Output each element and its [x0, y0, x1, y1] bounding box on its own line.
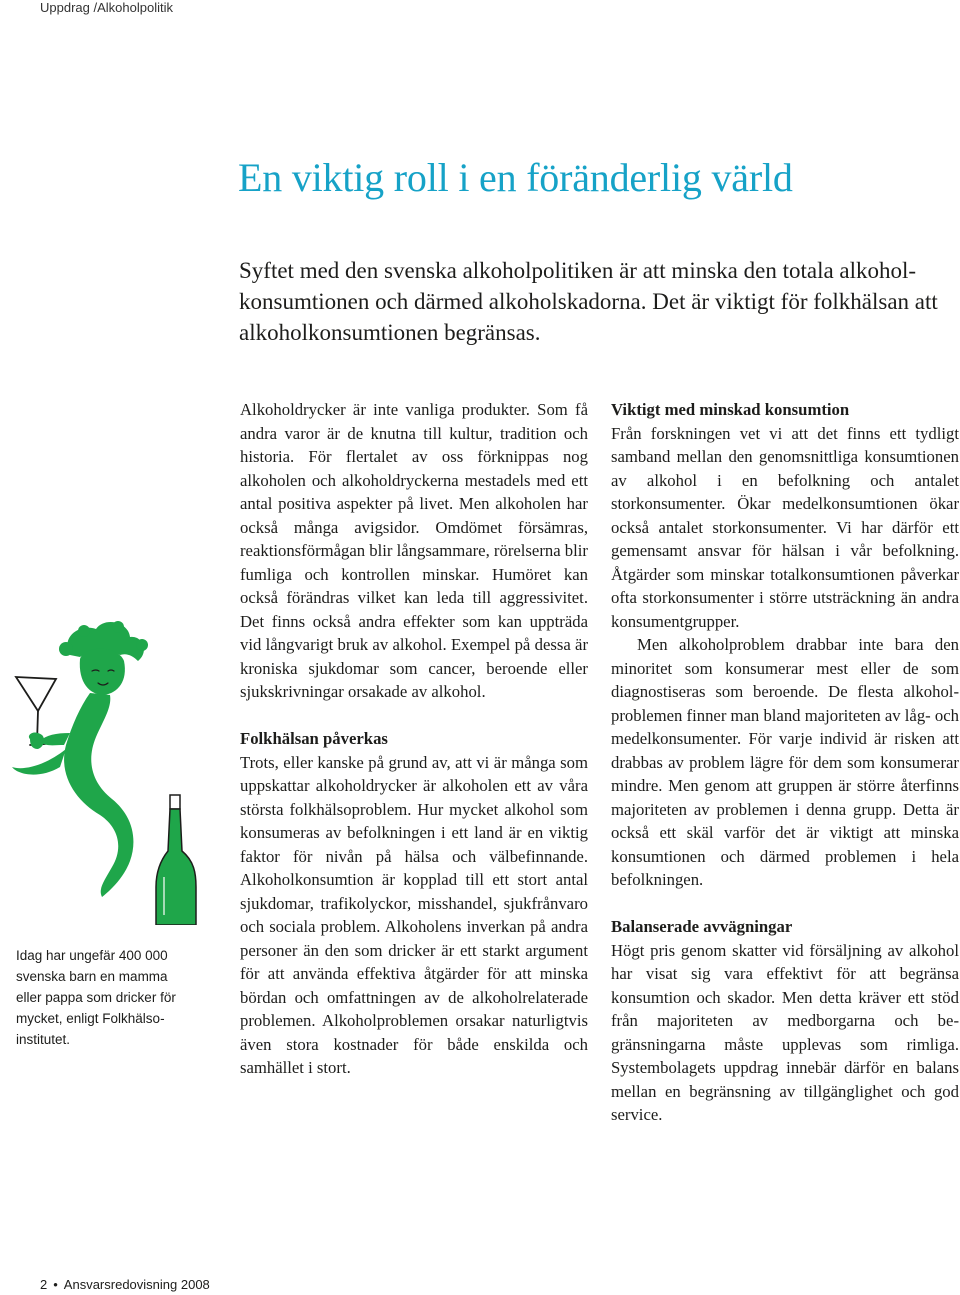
subheading-minskad-konsumtion: Viktigt med minskad konsumtion: [611, 400, 850, 419]
body-column-2: [611, 398, 959, 1127]
paragraph: Trots, eller kanske på grund av, att vi är många som uppskattar alkoholdrycker är alkoholen ett av våra största folkhälsoproblem. Hur mycket alkohol som konsumeras av befolkningen i ett land är en viktig faktor för nivån på hälsa och välbefinnande. Alkoholkonsumtion är kopplad till ett stort antal sjukdomar, trafikolyckor, misshandel, sjukfrånvaro och sociala problem. Alkoholens inverkan på andra personer än den som dricker är ett starkt argument för att använda effektiva åtgärder för att minska bördan och omfattningen av de alkoholrelaterade problemen. Alkoholproblemen orsakar naturligtvis även stora kostnader för både enskilda och samhället i stort.: [240, 752, 588, 1077]
ingress: Syftet med den svenska alkoholpolitiken är att minska den totala alkoholkonsumtionen och därmed alkoholskadorna. Det är viktigt för folkhälsan att alkoholkonsumtionen begränsas.: [239, 258, 938, 345]
subheading-balanserade: Balanserade avvägningar: [611, 917, 793, 936]
page-footer: [40, 1277, 210, 1292]
bottle-icon: [156, 795, 196, 925]
paragraph: Från forskningen vet vi att det finns ett tydligt samband mellan den genomsnittliga konsumtionen av alkohol i en befolkning och antalet storkonsumenter. Ökar medelkonsumtionen ökar också antalet storkonsumenter. Vi har därför ett gemensamt ansvar för hälsan i vår befolkning. Åtgärder som minskar totalkonsumtionen påverkar ofta storkonsumenter i större utsträckning än andra konsumentgrupper.: [611, 423, 959, 631]
paragraph: Högt pris genom skatter vid försäljning av alkohol har visat sig vara effektivt för att begränsa konsumtion och skador. Men detta kräver ett stöd från majoriteten av medborgarna och begränsningarna måste upplevas som rimliga. Systembolagets uppdrag innebär därför en balans mellan en begränsning av tillgänglighet och god service.: [611, 940, 959, 1124]
subheading-folkhalsan: Folkhälsan påverkas: [240, 729, 388, 748]
page-title: En viktig roll i en föränderlig värld: [238, 155, 793, 200]
green-figure: [12, 621, 148, 897]
bullet-separator: •: [53, 1277, 58, 1292]
body-column-1: [240, 398, 588, 1080]
publication-name: Ansvarsredovisning 2008: [63, 1277, 210, 1292]
image-caption: Idag har ungefär 400 000 svenska barn en mamma eller pappa som dricker för mycket, enligt Folkhälsoinstitutet.: [16, 948, 176, 1047]
page-number: 2: [40, 1277, 48, 1292]
paragraph: Alkoholdrycker är inte vanliga produkter. Som få andra varor är de knutna till kultur, tradition och historia. För flertalet av oss förknippas nog alkoholen och alkoholdryckerna mestadels med ett antal positiva aspekter på livet. Men alkoholen har också många avigsidor. Omdömet försämras, reaktionsförmågan blir långsammare, rörelserna blir fumliga och kontrollen minskar. Humöret kan också förändras vilket kan leda till aggressivitet. Det finns också andra effekter som kan uppträda vid långvarigt bruk av alkohol. Exempel på dessa är kroniska sjukdomar som cancer, beroende eller sjukskrivningar orsakade av alkohol.: [240, 400, 588, 701]
paragraph: Men alkoholproblem drabbar inte bara den minoritet som konsumerar mest eller de som diagnostiseras som beroende. De flesta alkoholproblemen finner man bland majoriteten av låg- och medelkonsumenter. För varje individ är risken att drabbas av problem lägre för dem som konsumerar mindre. Men genom att gruppen är större återfinns majoriteten av problemen i denna grupp. Detta är också ett skäl varför det är viktigt att minska konsumtionen och därmed problemen i hela befolkningen.: [611, 635, 959, 889]
woman-with-bottle-illustration: [0, 615, 200, 925]
section-header: Uppdrag /Alkoholpolitik: [40, 0, 173, 15]
